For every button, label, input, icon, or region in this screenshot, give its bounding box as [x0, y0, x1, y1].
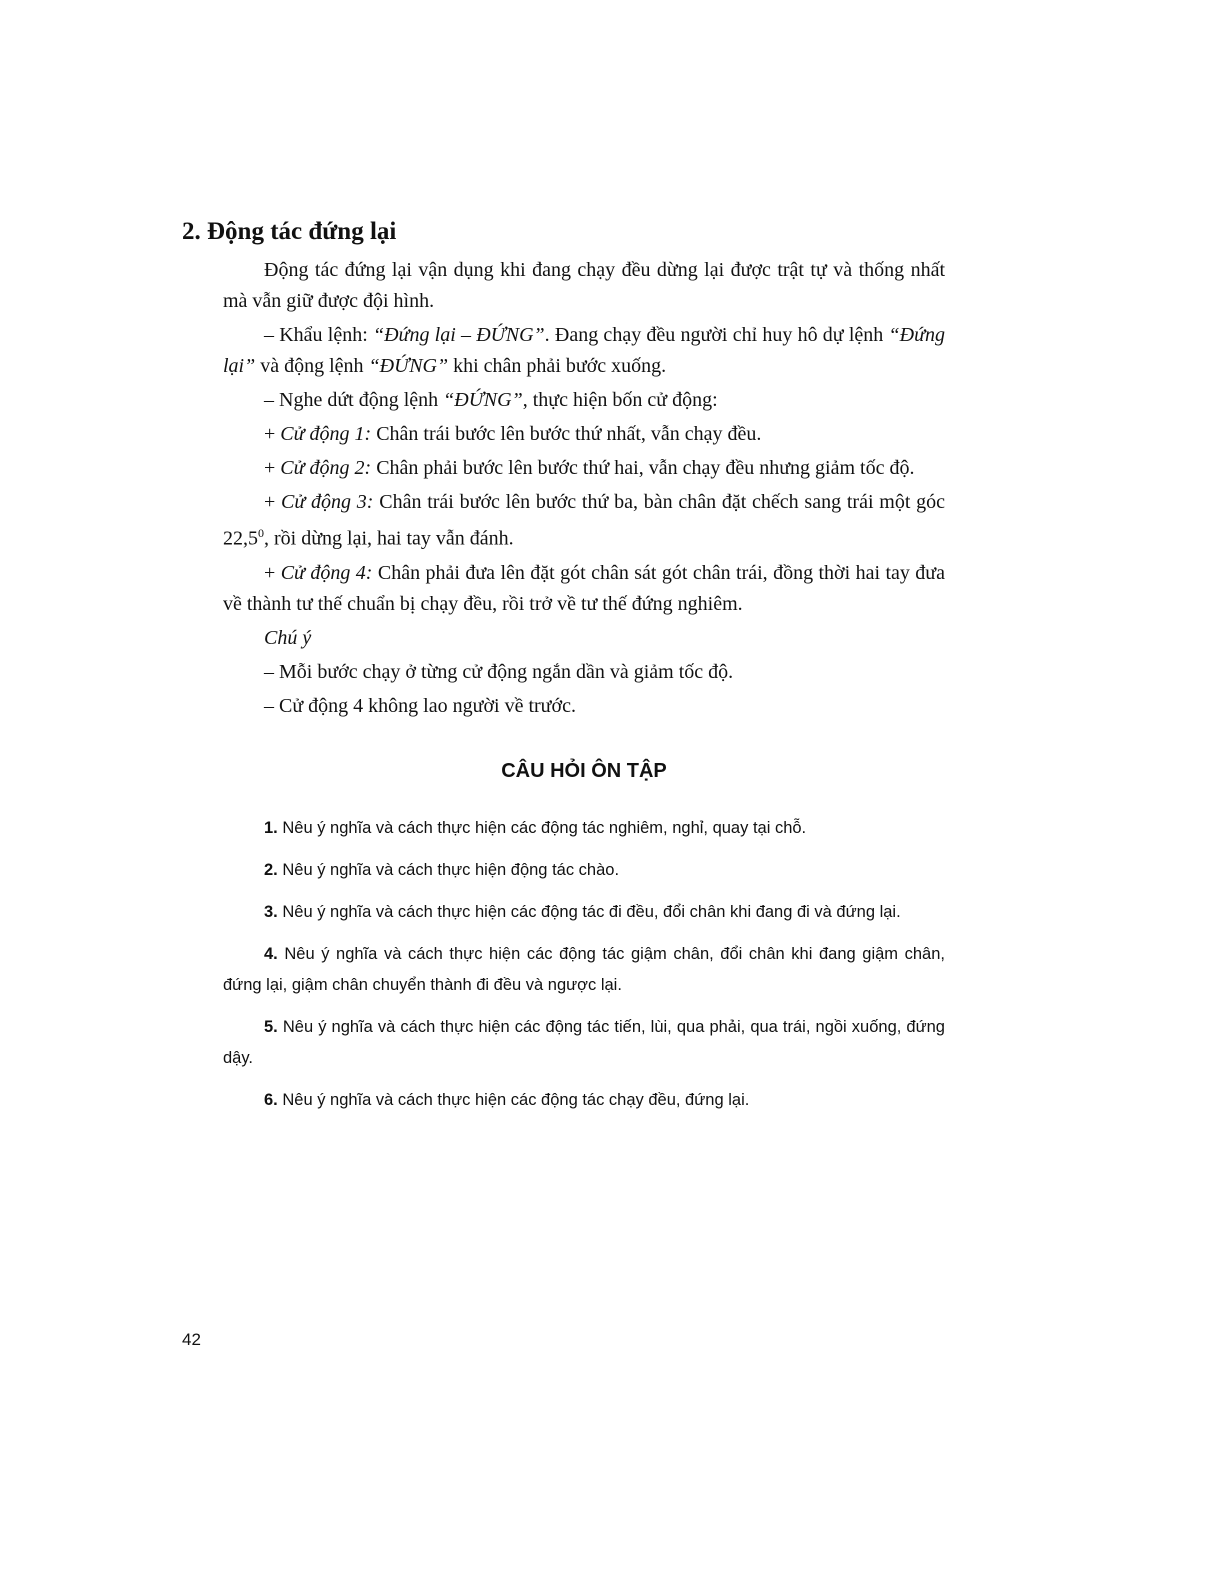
question-number: 4.: [264, 945, 278, 963]
hear-paragraph: [223, 385, 945, 416]
step-label: Cử động 4:: [280, 561, 373, 584]
step-plus: +: [264, 457, 281, 479]
section-heading: 2. Động tác đứng lại: [182, 218, 397, 245]
preparatory-command: “Đứng lại”: [223, 324, 946, 377]
question-number: 2.: [264, 861, 278, 879]
question-item: [223, 813, 945, 844]
question-item: [223, 939, 945, 1001]
question-number: 5.: [264, 1018, 278, 1036]
note-item: – Cử động 4 không lao người về trước.: [264, 694, 576, 717]
step-label: Cử động 2:: [280, 457, 372, 479]
execution-command: “ĐỨNG”: [368, 355, 449, 377]
step-label: Cử động 3:: [281, 491, 374, 513]
question-text: Nêu ý nghĩa và cách thực hiện các động tác tiến, lùi, qua phải, qua trái, ngồi xuống, đứng dậy.: [223, 1018, 945, 1067]
section-body: [223, 255, 945, 725]
hear-command: “ĐỨNG”: [443, 389, 523, 411]
step-plus: +: [264, 561, 281, 584]
step-text: Chân phải đưa lên đặt gót chân sát gót chân trái, đồng thời hai tay đưa về thành tư thế chuẩn bị chạy đều, rồi trở về tư thế đứng nghiêm.: [223, 561, 945, 615]
command-paragraph: [223, 320, 945, 382]
degree-superscript: 0: [258, 526, 264, 540]
question-text: Nêu ý nghĩa và cách thực hiện động tác chào.: [277, 861, 620, 879]
command-text: “Đứng lại – ĐỨNG”: [372, 324, 545, 346]
step-label: Cử động 1:: [280, 423, 372, 445]
question-item: [223, 1085, 945, 1116]
step-plus: +: [264, 491, 282, 513]
step-text: Chân phải bước lên bước thứ hai, vẫn chạy đều nhưng giảm tốc độ.: [371, 457, 915, 479]
review-title: CÂU HỎI ÔN TẬP: [501, 760, 667, 782]
question-item: [223, 897, 945, 928]
hear-prefix: – Nghe dứt động lệnh: [264, 389, 444, 411]
intro-paragraph: Động tác đứng lại vận dụng khi đang chạy đều dừng lại được trật tự và thống nhất mà vẫn giữ được đội hình.: [223, 259, 945, 312]
question-text: Nêu ý nghĩa và cách thực hiện các động tác nghiêm, nghỉ, quay tại chỗ.: [277, 819, 807, 837]
step-text: Chân trái bước lên bước thứ ba, bàn chân đặt chếch sang trái một góc 22,5: [223, 491, 946, 550]
step-paragraph: [223, 558, 945, 620]
step-paragraph: [223, 453, 945, 484]
question-item: [223, 1012, 945, 1074]
question-number: 6.: [264, 1091, 278, 1109]
command-mid2: và động lệnh: [255, 355, 369, 377]
question-number: 3.: [264, 903, 278, 921]
command-prefix: – Khẩu lệnh:: [264, 324, 373, 346]
command-suffix: khi chân phải bước xuống.: [448, 355, 667, 377]
note-title: Chú ý: [264, 626, 312, 649]
question-text: Nêu ý nghĩa và cách thực hiện các động tác giậm chân, đổi chân khi đang giậm chân, đứng lại, giậm chân chuyển thành đi đều và ngược lại.: [223, 945, 945, 994]
review-questions: [223, 813, 945, 1127]
step-text: Chân trái bước lên bước thứ nhất, vẫn chạy đều.: [371, 423, 762, 445]
hear-suffix: , thực hiện bốn cử động:: [522, 389, 718, 411]
note-item: – Mỗi bước chạy ở từng cử động ngắn dần và giảm tốc độ.: [264, 660, 734, 683]
page-number: 42: [182, 1330, 201, 1349]
step-paragraph: [223, 487, 945, 555]
step-paragraph: [223, 419, 945, 450]
step-plus: +: [264, 423, 281, 445]
question-text: Nêu ý nghĩa và cách thực hiện các động tác đi đều, đổi chân khi đang đi và đứng lại.: [277, 903, 901, 921]
question-item: [223, 855, 945, 886]
question-number: 1.: [264, 819, 278, 837]
step-text-after: , rồi dừng lại, hai tay vẫn đánh.: [264, 527, 514, 550]
question-text: Nêu ý nghĩa và cách thực hiện các động tác chạy đều, đứng lại.: [277, 1091, 750, 1109]
command-mid1: . Đang chạy đều người chỉ huy hô dự lệnh: [544, 324, 889, 346]
